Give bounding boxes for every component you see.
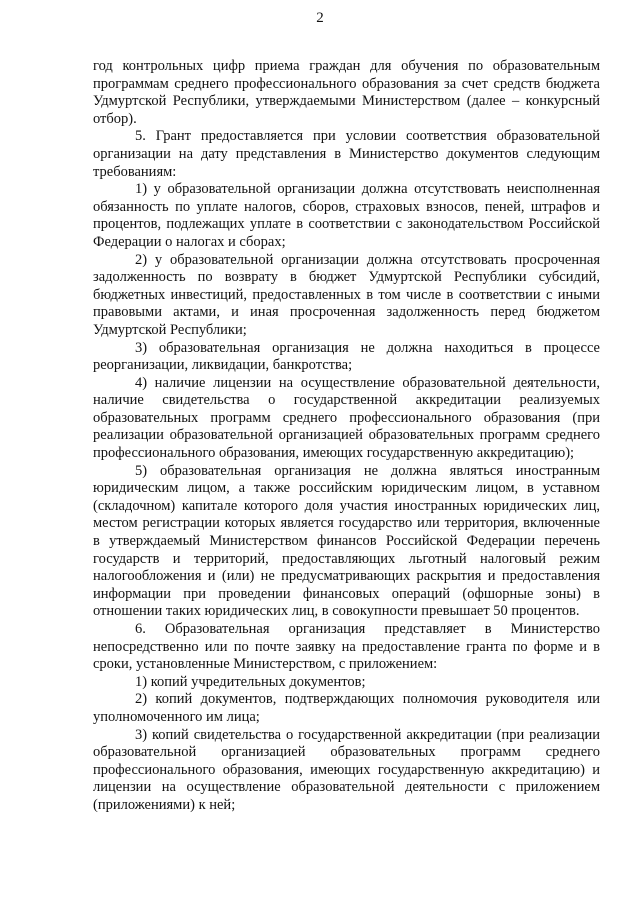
paragraph-continuation: год контрольных цифр приема граждан для обучения по образовательным программам среднего профессионального образования за счет средств бюджета Удмуртской Республики, утверждаемыми Министерством (далее – конкурсный отбор).: [93, 58, 600, 127]
paragraph-clause-6: 6. Образовательная организация представляет в Министерство непосредственно или по почте заявку на предоставление гранта по форме и в сроки, установленные Министерством, с приложением:: [93, 621, 600, 673]
paragraph-item-6-3: 3) копий свидетельства о государственной аккредитации (при реализации образовательной организацией образовательных программ среднего профессионального образования, имеющих государственную аккредитацию) и лицензии на осуществление образовательной деятельности с приложением (приложениями) к ней;: [93, 726, 600, 813]
paragraph-item-5-1: 1) у образовательной организации должна отсутствовать неисполненная обязанность по уплате налогов, сборов, страховых взносов, пеней, штрафов и процентов, подлежащих уплате в соответствии с законодательством Российской Федерации о налогах и сборах;: [93, 181, 600, 250]
page-number: 2: [316, 10, 324, 26]
paragraph-clause-5: 5. Грант предоставляется при условии соответствия образовательной организации на дату представления в Министерство документов следующим требованиям:: [93, 128, 600, 180]
paragraph-item-6-2: 2) копий документов, подтверждающих полномочия руководителя или уполномоченного им лица;: [93, 691, 600, 725]
paragraph-item-5-3: 3) образовательная организация не должна находиться в процессе реорганизации, ликвидации, банкротства;: [93, 339, 600, 374]
paragraph-item-5-5: 5) образовательная организация не должна являться иностранным юридическим лицом, а также российским юридическим лицом, в уставном (складочном) капитале которого доля участия иностранных юридических лиц, местом регистрации которых является государство или территория, включенные в утверждаемый Министерством финансов Российской Федерации перечень государств и территорий, предоставляющих льготный налоговый режим налогообложения и (или) не предусматривающих раскрытия и предоставления информации при проведении финансовых операций (офшорные зоны) в отношении таких юридических лиц, в совокупности превышает 50 процентов.: [93, 462, 600, 620]
paragraph-item-6-1: 1) копий учредительных документов;: [135, 673, 366, 690]
paragraph-item-5-2: 2) у образовательной организации должна отсутствовать просроченная задолженность по возврату в бюджет Удмуртской Республики субсидий, бюджетных инвестиций, предоставленных в том числе в соответствии с иными правовыми актами, и иная просроченная задолженность перед бюджетом Удмуртской Республики;: [93, 251, 600, 338]
paragraph-item-5-4: 4) наличие лицензии на осуществление образовательной деятельности, наличие свидетельства о государственной аккредитации реализуемых образовательных программ среднего профессионального образования (при реализации образовательной организацией образовательных программ среднего профессионального образования, имеющих государственную аккредитацию);: [93, 374, 600, 462]
body-text: [93, 58, 600, 815]
